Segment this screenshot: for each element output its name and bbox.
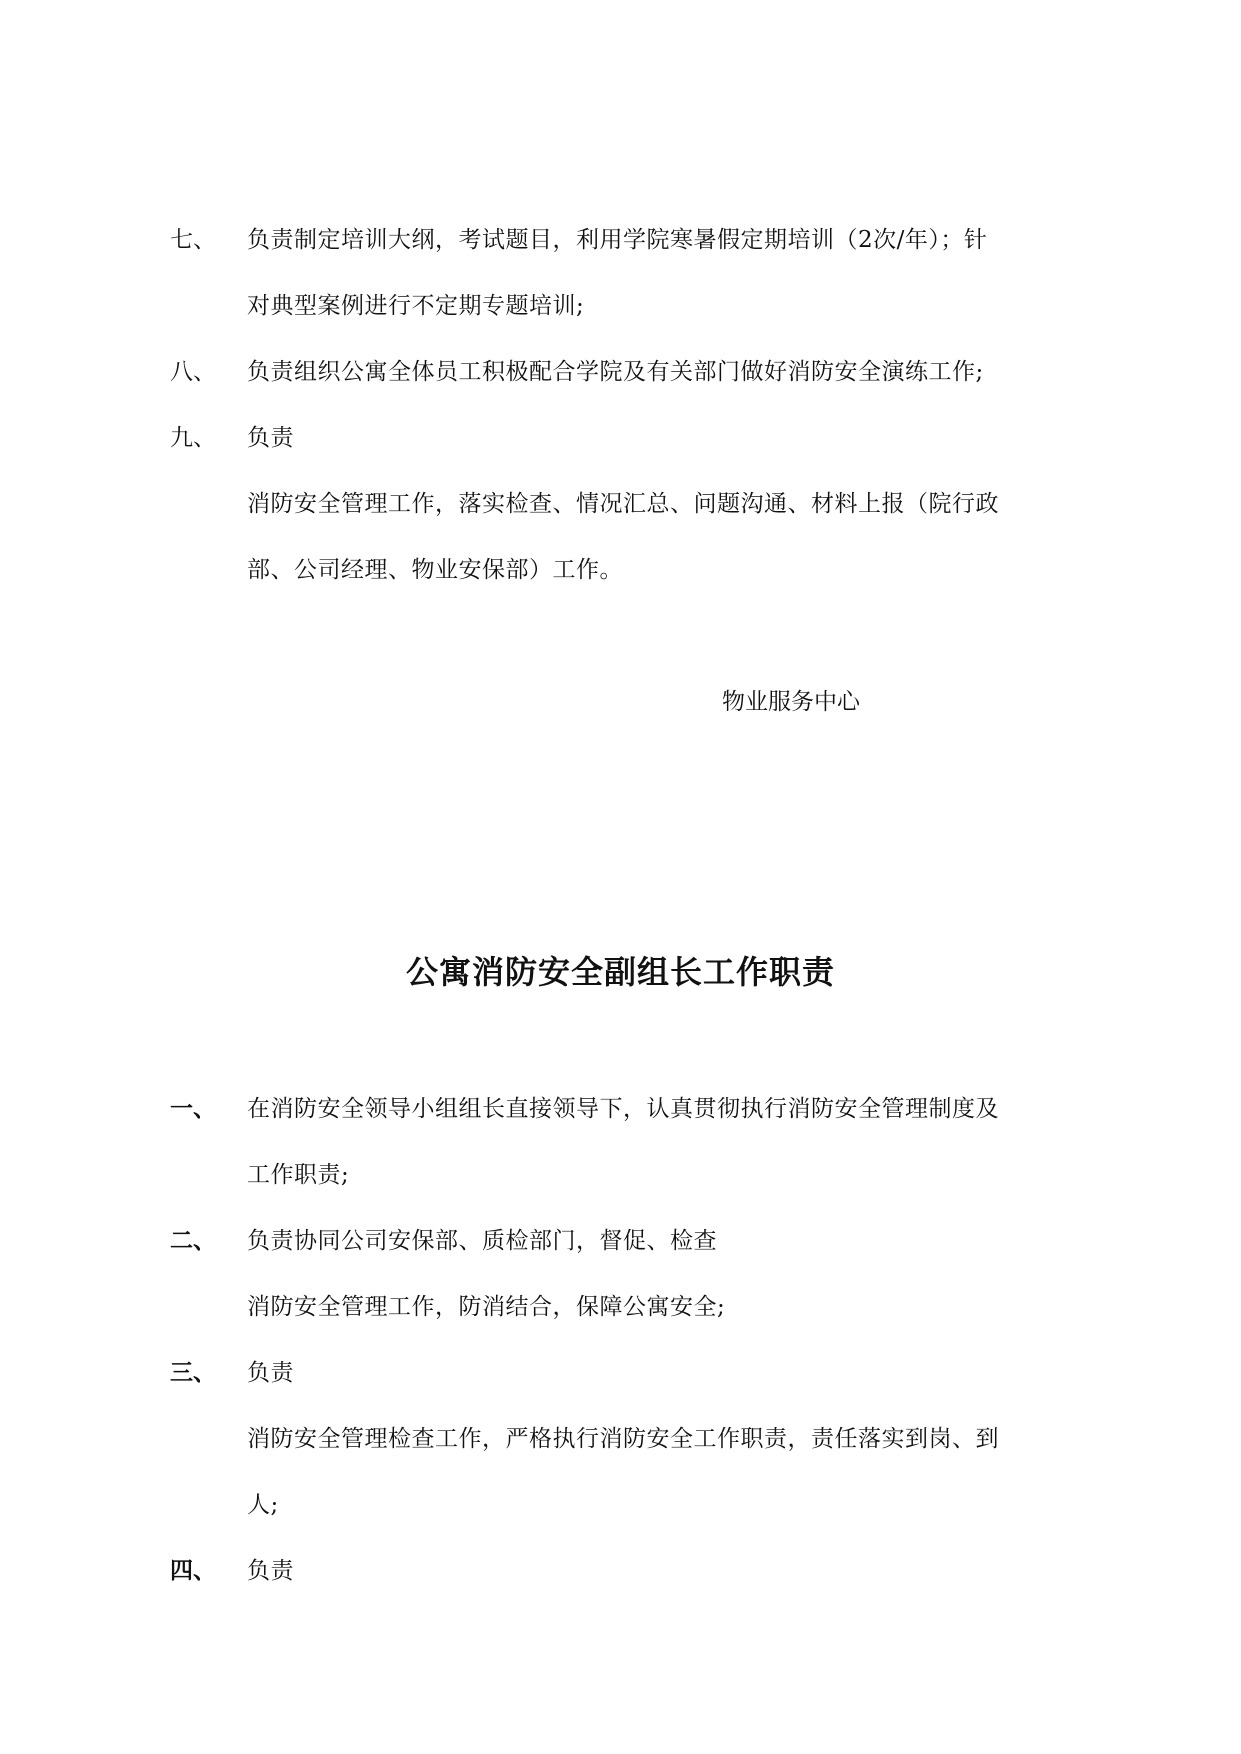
item-number-1: 一、 <box>170 1096 216 1122</box>
item-3-line-1: 负责 <box>247 1360 294 1386</box>
item-number-9: 九、 <box>170 425 216 451</box>
item-7-line-1: 负责制定培训大纲，考试题目，利用学院寒暑假定期培训（2次/年）；针 <box>247 227 988 253</box>
section-title: 公寓消防安全副组长工作职责 <box>405 953 835 991</box>
item-9-line-1: 负责 <box>247 425 294 451</box>
item-number-3: 三、 <box>170 1360 216 1386</box>
item-1-line-1: 在消防安全领导小组组长直接领导下，认真贯彻执行消防安全管理制度及 <box>247 1096 999 1122</box>
item-1-line-2: 工作职责; <box>247 1162 350 1188</box>
item-3-line-2: 消防安全管理检查工作，严格执行消防安全工作职责，责任落实到岗、到 <box>247 1426 999 1452</box>
item-number-2: 二、 <box>170 1228 216 1254</box>
item-3-line-3: 人; <box>247 1492 279 1518</box>
item-number-8: 八、 <box>170 359 216 385</box>
item-4-line-1: 负责 <box>247 1558 294 1584</box>
item-9-line-3: 部、公司经理、物业安保部）工作。 <box>247 557 623 583</box>
item-number-4: 四、 <box>170 1558 216 1584</box>
signature-text: 物业服务中心 <box>722 689 860 715</box>
item-2-line-1: 负责协同公司安保部、质检部门，督促、检查 <box>247 1228 717 1254</box>
item-9-line-2: 消防安全管理工作，落实检查、情况汇总、问题沟通、材料上报（院行政 <box>247 491 999 517</box>
item-2-line-2: 消防安全管理工作，防消结合，保障公寓安全; <box>247 1294 726 1320</box>
item-7-line-2: 对典型案例进行不定期专题培训; <box>247 293 585 319</box>
item-8-line-1: 负责组织公寓全体员工积极配合学院及有关部门做好消防安全演练工作; <box>247 359 984 385</box>
item-number-7: 七、 <box>170 227 216 253</box>
